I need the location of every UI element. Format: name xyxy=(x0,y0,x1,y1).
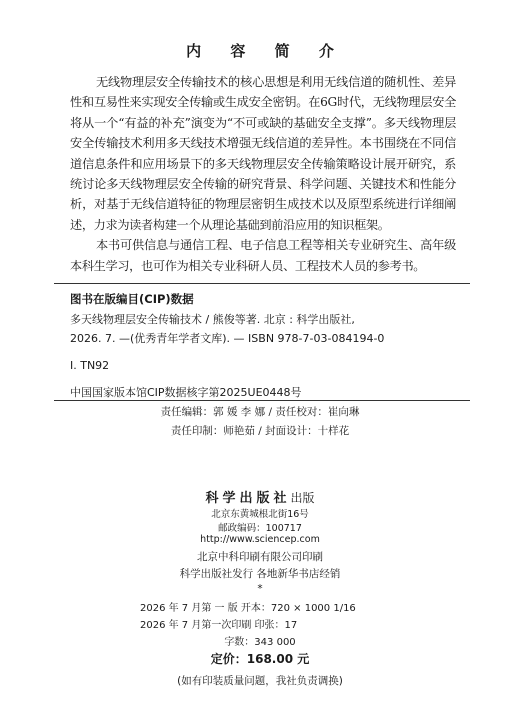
content-summary xyxy=(70,72,456,276)
page-title: 内 容 简 介 xyxy=(186,42,346,60)
distribution-line: 科学出版社发行 各地新华书店经销 xyxy=(179,568,341,580)
printer-line: 北京中科印刷有限公司印刷 xyxy=(197,551,323,563)
quality-notice: (如有印装质量问题，我社负责调换) xyxy=(177,675,343,687)
production-credits: 责任印制：师艳茹 / 封面设计：十样花 xyxy=(170,425,350,437)
publisher-suffix: 出版 xyxy=(290,491,315,505)
publisher-website: http://www.sciencep.com xyxy=(200,534,320,545)
printing-line: 2026 年 7 月第一次印刷 印张：17 xyxy=(140,620,298,631)
editor-credits: 责任编辑：郭 媛 李 娜 / 责任校对：崔向琳 xyxy=(160,406,360,418)
cip-heading: 图书在版编目(CIP)数据 xyxy=(70,292,194,306)
word-count: 字数：343 000 xyxy=(224,637,296,648)
cip-line: 中国国家版本馆CIP数据核字第2025UE0448号 xyxy=(70,386,302,399)
cip-line: 2026. 7. —(优秀青年学者文库). — ISBN 978-7-03-084194-0 xyxy=(70,332,385,345)
divider xyxy=(54,283,470,284)
summary-paragraph: 本书可供信息与通信工程、电子信息工程等相关专业研究生、高年级本科生学习，也可作为相关专业科研人员、工程技术人员的参考书。 xyxy=(70,238,456,273)
publisher-logo: 科学出版社 xyxy=(205,491,291,506)
publisher-postcode: 邮政编码：100717 xyxy=(218,523,302,534)
publisher-address: 北京东黄城根北街16号 xyxy=(211,509,309,520)
divider xyxy=(54,400,470,401)
cip-block xyxy=(70,288,460,402)
cip-line: 多天线物理层安全传输技术 / 熊俊等著. 北京 : 科学出版社, xyxy=(70,313,355,326)
separator-star: * xyxy=(257,583,263,595)
cip-line: Ⅰ. TN92 xyxy=(70,359,110,372)
summary-paragraph: 无线物理层安全传输技术的核心思想是利用无线信道的随机性、差异性和互易性来实现安全传输或生成安全密钥。在6G时代，无线物理层安全将从一个“有益的补充”演变为“不可或缺的基础安全支撑”。多天线物理层安全传输技术利用多天线技术增强无线信道的差异性。本书围绕在不同信道信息条件和应用场景下的多天线物理层安全传输策略设计展开研究，系统讨论多天线物理层安全传输的研究背景、科学问题、关键技术和性能分析，对基于无线信道特征的物理层密钥生成技术以及原型系统进行详细阐述，力求为读者构建一个从理论基础到前沿应用的知识框架。 xyxy=(70,75,456,232)
price: 定价：168.00 元 xyxy=(210,652,310,666)
publisher-name xyxy=(0,487,520,506)
edition-line: 2026 年 7 月第 一 版 开本：720 × 1000 1/16 xyxy=(140,603,356,614)
